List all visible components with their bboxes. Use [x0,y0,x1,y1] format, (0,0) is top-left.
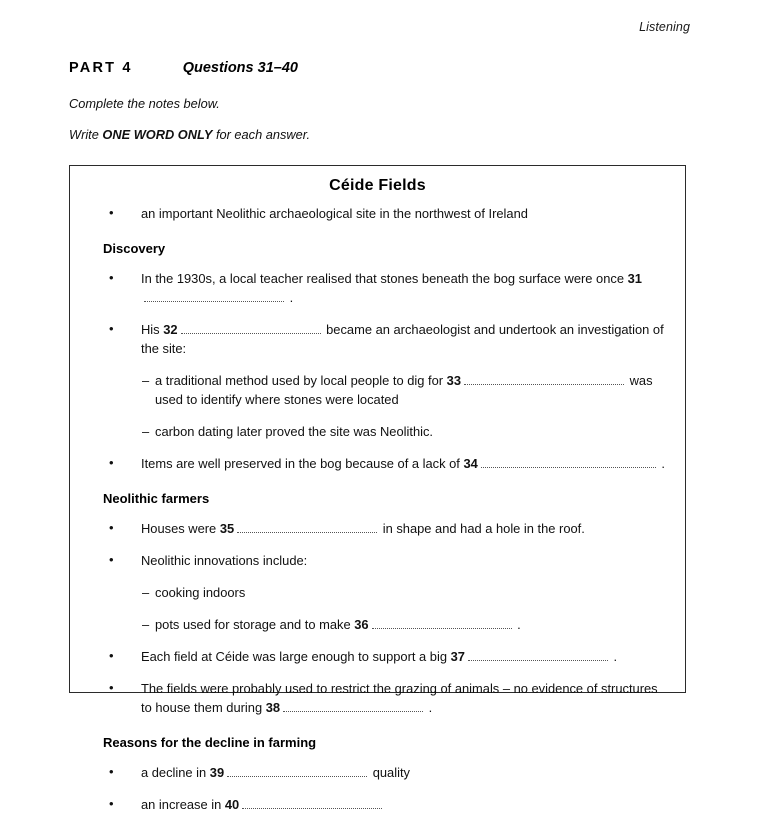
answer-blank-31[interactable] [144,291,284,302]
note-sub-item [142,615,673,634]
note-text-pre: Neolithic innovations include: [141,553,308,568]
question-number: 34 [463,456,478,471]
note-text-pre: In the 1930s, a local teacher realised that stones beneath the bog surface were once [141,271,628,286]
instruction-emphasis: ONE WORD ONLY [102,127,213,142]
part-heading-row [69,60,298,76]
note-bullet-item [109,647,671,666]
note-text-pre: Each field at Céide was large enough to support a big [141,649,451,664]
note-text-post: in shape and had a hole in the roof. [379,521,585,536]
question-number: 35 [219,521,235,536]
answer-blank-34[interactable] [481,457,656,468]
intro-bullet-text: an important Neolithic archaeological site in the northwest of Ireland [141,206,528,221]
notes-title: Céide Fields [329,177,426,194]
question-number: 36 [354,617,369,632]
answer-blank-38[interactable] [283,701,423,712]
notes-sections [70,241,685,814]
note-text-pre: pots used for storage and to make [155,617,355,632]
note-sub-item [142,583,673,602]
note-bullet-item [109,763,671,782]
note-text-post: became an archaeologist and undertook an investigation of the site: [141,322,664,356]
question-number: 38 [265,700,281,715]
note-bullet-item [109,519,671,538]
part-label: PART 4 [69,60,133,76]
note-text-post: . [425,700,433,715]
part-questions-range: Questions 31–40 [182,60,298,76]
section-heading: Discovery [103,241,166,256]
answer-blank-35[interactable] [237,522,377,533]
answer-blank-33[interactable] [464,374,624,385]
question-number: 33 [446,373,462,388]
answer-blank-37[interactable] [468,650,608,661]
note-text-pre: Items are well preserved in the bog because of a lack of [141,456,464,471]
note-text-pre: carbon dating later proved the site was Neolithic. [155,424,434,439]
section-heading: Reasons for the decline in farming [103,735,317,750]
note-text-post: . [286,290,294,305]
answer-blank-36[interactable] [372,618,512,629]
instruction-suffix: for each answer. [212,127,311,142]
note-text-pre: a traditional method used by local people to dig for [155,373,447,388]
question-number: 31 [627,271,642,286]
note-bullet-item [109,269,671,307]
answer-blank-40[interactable] [242,798,382,809]
note-bullet-item [109,551,671,570]
note-text-pre: His [141,322,164,337]
note-bullet-item [109,320,671,358]
note-text-post: . [657,456,665,471]
note-text-post: was used to identify where stones were located [155,373,653,407]
note-sub-item [142,422,673,441]
note-bullet-item [109,454,671,473]
question-number: 37 [450,649,465,664]
note-sub-item [142,371,673,409]
question-number: 39 [209,765,225,780]
note-text-pre: The fields were probably used to restrict the grazing of animals – no evidence of structures to house them during [141,681,658,715]
notes-box [69,165,686,812]
answer-blank-39[interactable] [227,766,367,777]
note-text-pre: Houses were [141,521,220,536]
section-heading: Neolithic farmers [103,491,210,506]
note-bullet-item [109,795,671,814]
answer-blank-32[interactable] [181,323,321,334]
instruction-complete-notes: Complete the notes below. [69,96,220,111]
note-text-pre: an increase in [141,797,225,812]
note-text-post: . [513,617,521,632]
note-text-pre: a decline in [141,765,210,780]
note-text-post: quality [369,765,410,780]
question-number: 32 [163,322,178,337]
question-number: 40 [224,797,240,812]
instruction-word-limit [69,127,310,142]
note-text-post: . [609,649,618,664]
running-header-listening: Listening [639,20,690,34]
note-bullet-item [109,679,671,717]
note-text-pre: cooking indoors [155,585,246,600]
intro-bullet-item [109,204,671,223]
instruction-prefix: Write [69,127,103,142]
